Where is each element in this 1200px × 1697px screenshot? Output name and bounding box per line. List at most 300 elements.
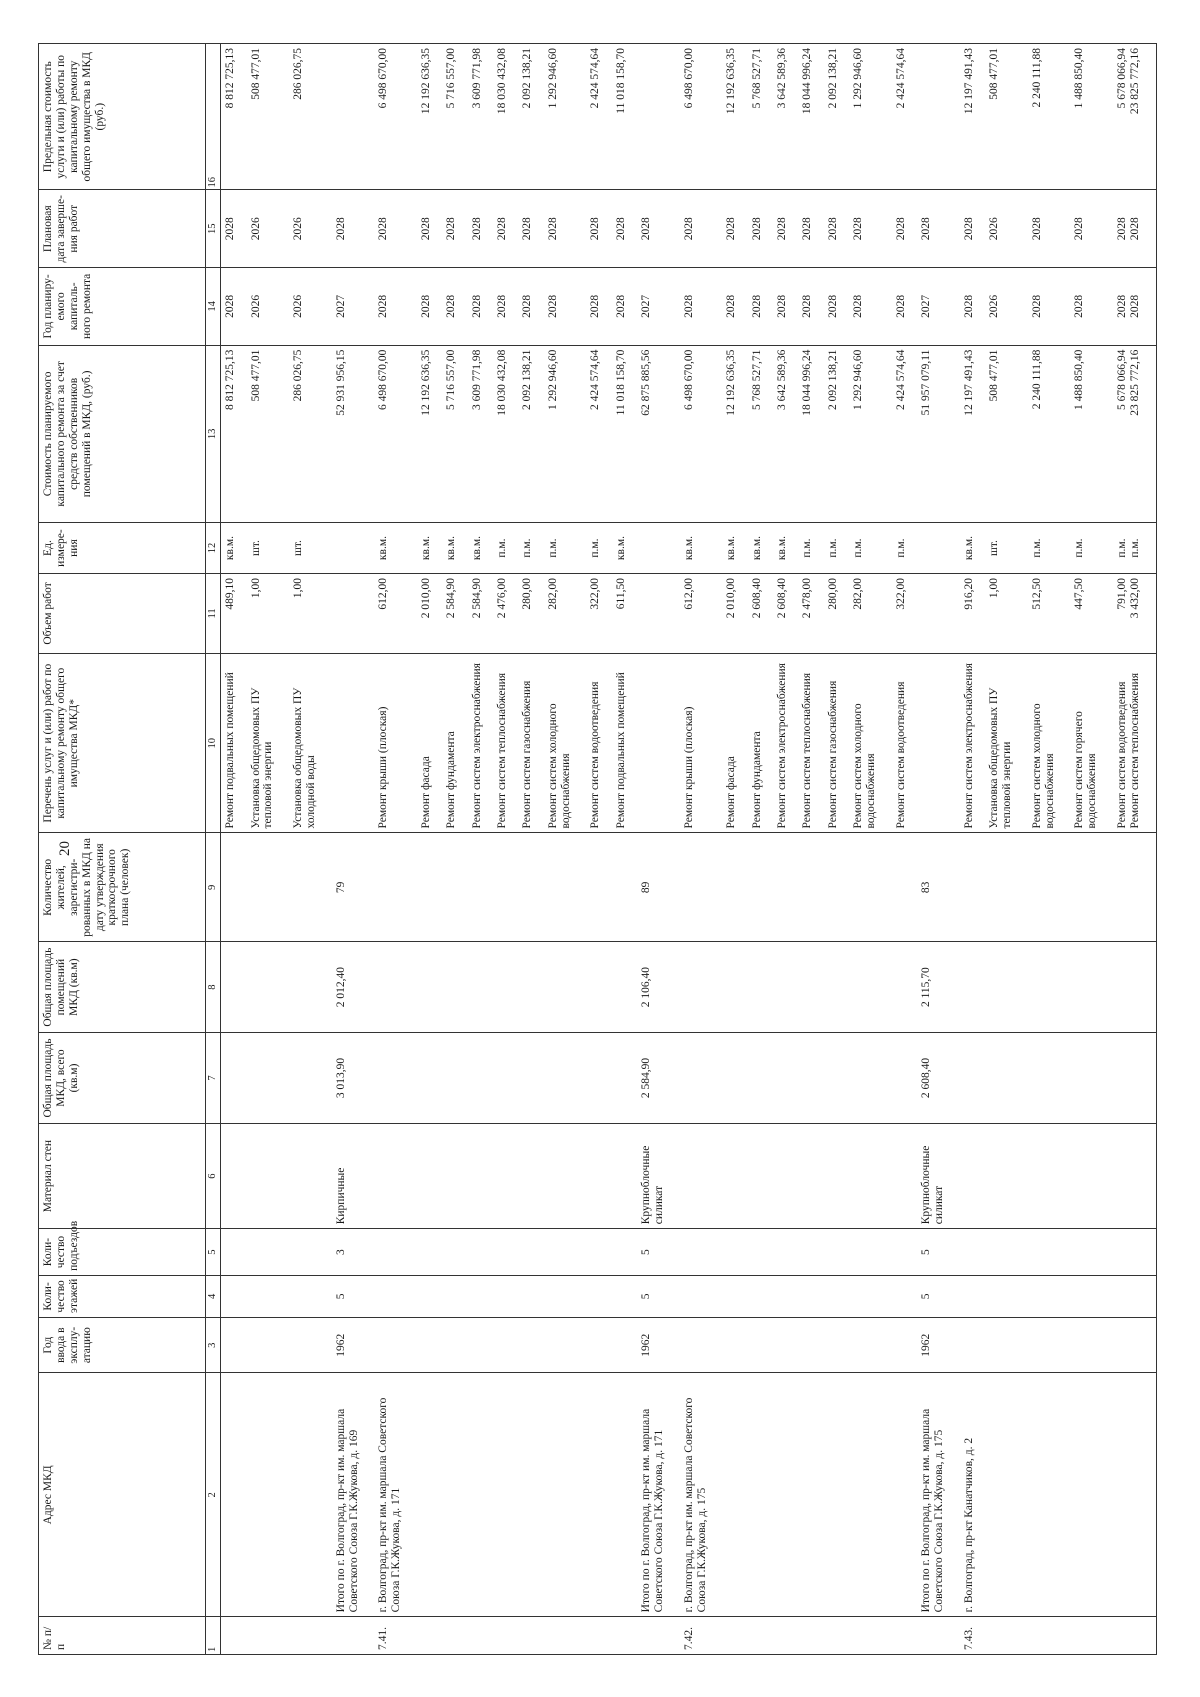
wall-material <box>824 1123 849 1228</box>
completion-date <box>493 190 518 268</box>
column-number: 9 <box>206 833 221 942</box>
entrances <box>985 1229 1028 1276</box>
residents <box>680 833 723 942</box>
planned-cost-value: 2 092 138,21 <box>826 349 839 411</box>
max-cost <box>849 44 892 190</box>
floors <box>442 1275 467 1317</box>
entrances-value: 5 <box>920 1249 933 1255</box>
planned-cost <box>1113 345 1156 522</box>
work-type <box>586 653 611 833</box>
repair-year <box>493 268 518 346</box>
completion-date-value: 2028 2028 <box>1116 217 1141 241</box>
table-row <box>442 44 467 1655</box>
unit-value: п.м. <box>521 538 534 558</box>
residents <box>374 833 417 942</box>
unit <box>849 523 892 574</box>
residents <box>917 833 960 942</box>
completion-date-value: 2028 <box>801 217 814 241</box>
planned-cost-value: 2 424 574,64 <box>894 349 907 411</box>
completion-date-value: 2028 <box>920 217 933 241</box>
header-cell: № п/п <box>39 1617 206 1655</box>
work-type-value: Ремонт систем водоотведения Ремонт систем теплоснабжения <box>1116 672 1141 829</box>
residents <box>442 833 467 942</box>
premises-area <box>612 942 637 1033</box>
header-cell: Общая площадь МКД, всего (кв.м) <box>39 1033 206 1124</box>
floors <box>221 1275 247 1317</box>
planned-cost <box>960 345 985 522</box>
unit-value: п.м. <box>852 538 865 558</box>
work-volume-value: 2 584,90 <box>445 578 458 619</box>
unit <box>289 523 332 574</box>
table-row <box>374 44 417 1655</box>
floors <box>612 1275 637 1317</box>
column-number: 5 <box>206 1229 221 1276</box>
table-row <box>289 44 332 1655</box>
planned-cost <box>221 345 247 522</box>
unit-value: п.м. <box>546 538 559 558</box>
completion-date-value: 2028 <box>1073 217 1086 241</box>
work-volume <box>442 574 467 654</box>
completion-date <box>468 190 493 268</box>
unit <box>493 523 518 574</box>
unit <box>917 523 960 574</box>
max-cost <box>518 44 543 190</box>
table-row <box>417 44 442 1655</box>
work-type-value: Ремонт крыши (плоская) <box>377 706 390 829</box>
work-volume-value: 2 608,40 <box>750 578 763 619</box>
address <box>332 1373 375 1617</box>
repair-year-value: 2027 <box>640 294 653 318</box>
total-area <box>221 1033 247 1124</box>
residents <box>773 833 798 942</box>
work-volume-value: 612,00 <box>377 578 390 610</box>
repair-year-value: 2028 <box>614 294 627 318</box>
row-number <box>247 1617 290 1655</box>
entrances <box>518 1229 543 1276</box>
table-row <box>586 44 611 1655</box>
premises-area <box>722 942 747 1033</box>
work-type-value: Установка общедомовых ПУ тепловой энергии <box>988 687 1013 829</box>
work-volume <box>468 574 493 654</box>
address <box>544 1373 587 1617</box>
work-type-value: Ремонт подвальных помещений <box>224 672 236 829</box>
row-number <box>917 1617 960 1655</box>
total-area <box>374 1033 417 1124</box>
unit <box>960 523 985 574</box>
address <box>637 1373 680 1617</box>
work-type-value: Ремонт систем холодного водоснабжения <box>1030 703 1056 829</box>
unit-value: кв.м. <box>750 536 763 561</box>
total-area <box>748 1033 773 1124</box>
work-type-value: Ремонт систем электроснабжения <box>776 663 789 829</box>
commission-year <box>221 1317 247 1372</box>
completion-date <box>849 190 892 268</box>
address <box>1028 1373 1071 1617</box>
floors <box>289 1275 332 1317</box>
repair-year <box>1070 268 1113 346</box>
repair-year <box>442 268 467 346</box>
max-cost <box>586 44 611 190</box>
planned-cost-value: 508 477,01 <box>249 349 262 402</box>
floors <box>748 1275 773 1317</box>
header-cell: Адрес МКД <box>39 1373 206 1617</box>
completion-date <box>442 190 467 268</box>
completion-date-value: 2028 <box>589 217 602 241</box>
wall-material <box>748 1123 773 1228</box>
unit-value: кв.м. <box>725 536 738 561</box>
work-type-value: Ремонт систем электроснабжения <box>470 663 483 829</box>
floors <box>586 1275 611 1317</box>
completion-date-value: 2028 <box>725 217 738 241</box>
completion-date-value: 2028 <box>470 217 483 241</box>
entrances <box>1070 1229 1113 1276</box>
completion-date-value: 2028 <box>826 217 839 241</box>
work-volume-value: 282,00 <box>852 578 865 610</box>
total-area-value: 2 608,40 <box>920 1057 933 1099</box>
planned-cost <box>289 345 332 522</box>
planned-cost <box>468 345 493 522</box>
repair-year <box>417 268 442 346</box>
table-row <box>680 44 723 1655</box>
planned-cost-value: 3 642 589,36 <box>776 349 789 411</box>
row-number <box>289 1617 332 1655</box>
wall-material <box>773 1123 798 1228</box>
unit-value: кв.м. <box>224 536 236 561</box>
completion-date <box>586 190 611 268</box>
commission-year <box>773 1317 798 1372</box>
residents <box>892 833 917 942</box>
column-number: 7 <box>206 1033 221 1124</box>
work-type-value: Ремонт систем газоснабжения <box>826 680 839 829</box>
repair-year-value: 2026 <box>249 294 262 318</box>
row-number <box>985 1617 1028 1655</box>
completion-date-value: 2028 <box>640 217 653 241</box>
commission-year <box>960 1317 985 1372</box>
wall-material <box>680 1123 723 1228</box>
commission-year <box>1070 1317 1113 1372</box>
floors-value: 5 <box>334 1293 347 1300</box>
unit-value: кв.м. <box>420 536 433 561</box>
max-cost-value: 508 477,01 <box>249 48 262 100</box>
commission-year <box>1113 1317 1156 1372</box>
max-cost <box>544 44 587 190</box>
table-row <box>332 44 375 1655</box>
floors <box>468 1275 493 1317</box>
max-cost <box>773 44 798 190</box>
header-cell: Ед. измере-ния <box>39 523 206 574</box>
max-cost-value: 18 030 432,08 <box>496 48 509 115</box>
entrances <box>332 1229 375 1276</box>
wall-material <box>544 1123 587 1228</box>
planned-cost <box>892 345 917 522</box>
planned-cost-value: 5 716 557,00 <box>445 349 458 411</box>
total-area <box>985 1033 1028 1124</box>
premises-area-value: 2 106,40 <box>640 966 653 1008</box>
max-cost-value: 6 498 670,00 <box>682 48 695 109</box>
row-number <box>374 1617 417 1655</box>
max-cost-value: 6 498 670,00 <box>377 48 390 109</box>
column-number: 10 <box>206 653 221 833</box>
floors <box>798 1275 823 1317</box>
header-row <box>39 44 206 1655</box>
repair-year <box>960 268 985 346</box>
unit-value: шт. <box>988 540 1001 556</box>
planned-cost <box>417 345 442 522</box>
wall-material <box>722 1123 747 1228</box>
max-cost-value: 5 678 066,94 23 825 772,16 <box>1116 48 1141 115</box>
repair-year-value: 2028 <box>801 294 814 318</box>
premises-area <box>985 942 1028 1033</box>
max-cost <box>332 44 375 190</box>
total-area <box>637 1033 680 1124</box>
completion-date-value: 2028 <box>682 217 695 241</box>
unit-value: п.м. п.м. <box>1116 538 1141 558</box>
wall-material <box>417 1123 442 1228</box>
work-volume-value: 2 584,90 <box>470 578 483 619</box>
commission-year <box>612 1317 637 1372</box>
repair-year <box>748 268 773 346</box>
address <box>773 1373 798 1617</box>
repair-year <box>544 268 587 346</box>
work-type <box>518 653 543 833</box>
planned-cost <box>493 345 518 522</box>
work-type-value: Ремонт крыши (плоская) <box>682 706 695 829</box>
max-cost <box>680 44 723 190</box>
work-volume <box>680 574 723 654</box>
work-volume <box>544 574 587 654</box>
work-volume <box>722 574 747 654</box>
wall-material <box>332 1123 375 1228</box>
table-row <box>722 44 747 1655</box>
completion-date <box>773 190 798 268</box>
table-row <box>798 44 823 1655</box>
floors <box>892 1275 917 1317</box>
entrances <box>493 1229 518 1276</box>
repair-year <box>892 268 917 346</box>
row-number <box>798 1617 823 1655</box>
repair-year <box>722 268 747 346</box>
unit-value: п.м. <box>826 538 839 558</box>
max-cost-value: 508 477,01 <box>988 48 1001 100</box>
address-value: г. Волгоград, пр-кт им. маршала Советского Союза Г.К.Жукова, д. 171 <box>377 1397 403 1613</box>
work-type-value: Ремонт систем холодного водоснабжения <box>852 703 877 829</box>
wall-material-value: Крупноблочные силикат <box>640 1145 665 1225</box>
address <box>586 1373 611 1617</box>
planned-cost <box>518 345 543 522</box>
repair-year-value: 2028 <box>589 294 602 318</box>
work-type-value: Ремонт систем газоснабжения <box>521 680 534 829</box>
entrances <box>1113 1229 1156 1276</box>
residents <box>798 833 823 942</box>
unit-value: кв.м. <box>445 536 458 561</box>
unit <box>798 523 823 574</box>
floors-value: 5 <box>920 1293 933 1300</box>
address-value: г. Волгоград, пр-кт Канатчиков, д. 2 <box>962 1437 975 1613</box>
work-type <box>374 653 417 833</box>
unit-value: шт. <box>292 540 305 556</box>
residents-value: 83 <box>920 881 933 894</box>
repair-year-value: 2028 <box>1073 294 1086 318</box>
completion-date <box>637 190 680 268</box>
repair-year <box>637 268 680 346</box>
work-type <box>680 653 723 833</box>
header-cell: Стоимость планируемого капитального ремонта за счет средств собственников помещений в МКД, (руб.) <box>39 345 206 522</box>
table-row <box>1113 44 1156 1655</box>
repair-year <box>798 268 823 346</box>
work-volume <box>1113 574 1156 654</box>
unit-value: п.м. <box>1030 538 1043 558</box>
total-area <box>1028 1033 1071 1124</box>
work-volume-value: 512,50 <box>1030 578 1043 610</box>
max-cost-value: 12 197 491,43 <box>962 48 975 115</box>
total-area <box>1070 1033 1113 1124</box>
completion-date-value: 2028 <box>546 217 559 241</box>
address <box>985 1373 1028 1617</box>
residents <box>417 833 442 942</box>
completion-date <box>917 190 960 268</box>
work-volume <box>917 574 960 654</box>
planned-cost-value: 1 292 946,60 <box>546 349 559 411</box>
work-volume-value: 2 478,00 <box>801 578 814 619</box>
premises-area <box>1113 942 1156 1033</box>
completion-date <box>544 190 587 268</box>
unit <box>221 523 247 574</box>
wall-material <box>1113 1123 1156 1228</box>
completion-date <box>680 190 723 268</box>
wall-material <box>442 1123 467 1228</box>
row-number-value: 7.42. <box>682 1627 695 1650</box>
residents <box>221 833 247 942</box>
entrances <box>892 1229 917 1276</box>
header-cell: Материал стен <box>39 1123 206 1228</box>
work-type <box>917 653 960 833</box>
column-number: 6 <box>206 1123 221 1228</box>
table-row <box>637 44 680 1655</box>
repair-year-value: 2028 <box>682 294 695 318</box>
max-cost <box>1070 44 1113 190</box>
planned-cost-value: 3 609 771,98 <box>470 349 483 411</box>
wall-material <box>917 1123 960 1228</box>
address <box>824 1373 849 1617</box>
unit-value: кв.м. <box>776 536 789 561</box>
floors <box>544 1275 587 1317</box>
entrances <box>247 1229 290 1276</box>
completion-date <box>892 190 917 268</box>
commission-year <box>1028 1317 1071 1372</box>
header-cell: Предельная стоимость услуги и (или) работы по капитальному ремонту общего имущества в МКД (руб.) <box>39 44 206 190</box>
table-row <box>612 44 637 1655</box>
unit-value: п.м. <box>496 538 509 558</box>
completion-date-value: 2028 <box>962 217 975 241</box>
column-number: 8 <box>206 942 221 1033</box>
residents <box>586 833 611 942</box>
address <box>960 1373 985 1617</box>
work-volume <box>332 574 375 654</box>
repair-year-value: 2028 <box>445 294 458 318</box>
floors <box>985 1275 1028 1317</box>
floors <box>518 1275 543 1317</box>
work-type-value: Ремонт фасада <box>725 756 738 829</box>
unit <box>544 523 587 574</box>
unit <box>374 523 417 574</box>
premises-area <box>247 942 290 1033</box>
unit <box>612 523 637 574</box>
floors-value: 5 <box>640 1293 653 1300</box>
residents <box>849 833 892 942</box>
commission-year <box>442 1317 467 1372</box>
completion-date <box>798 190 823 268</box>
work-type <box>493 653 518 833</box>
planned-cost <box>544 345 587 522</box>
planned-cost-value: 1 488 850,40 <box>1073 349 1086 411</box>
entrances-value: 5 <box>640 1249 653 1255</box>
premises-area <box>289 942 332 1033</box>
table-row <box>1028 44 1071 1655</box>
work-volume-value: 282,00 <box>546 578 559 610</box>
wall-material <box>468 1123 493 1228</box>
entrances <box>773 1229 798 1276</box>
planned-cost-value: 1 292 946,60 <box>852 349 865 411</box>
floors <box>493 1275 518 1317</box>
column-number: 13 <box>206 345 221 522</box>
entrances <box>417 1229 442 1276</box>
planned-cost-value: 5 678 066,94 23 825 772,16 <box>1116 349 1141 416</box>
work-volume-value: 1,00 <box>249 578 262 599</box>
wall-material <box>985 1123 1028 1228</box>
repair-year <box>247 268 290 346</box>
table-row <box>544 44 587 1655</box>
row-number-value: 7.43. <box>962 1627 975 1650</box>
wall-material <box>247 1123 290 1228</box>
repair-year <box>612 268 637 346</box>
unit <box>748 523 773 574</box>
max-cost-value: 1 488 850,40 <box>1073 48 1086 109</box>
address <box>417 1373 442 1617</box>
completion-date <box>748 190 773 268</box>
entrances <box>221 1229 247 1276</box>
row-number <box>1028 1617 1071 1655</box>
commission-year <box>985 1317 1028 1372</box>
max-cost <box>374 44 417 190</box>
address <box>748 1373 773 1617</box>
premises-area <box>544 942 587 1033</box>
total-area <box>468 1033 493 1124</box>
planned-cost <box>824 345 849 522</box>
completion-date-value: 2028 <box>420 217 433 241</box>
table-row <box>960 44 985 1655</box>
work-type <box>1028 653 1071 833</box>
address-value: Итого по г. Волгоград, пр-кт им. маршала Советского Союза Г.К.Жукова, д. 169 <box>334 1408 360 1613</box>
work-volume <box>289 574 332 654</box>
entrances <box>798 1229 823 1276</box>
premises-area <box>798 942 823 1033</box>
residents-value: 79 <box>334 881 347 894</box>
column-number: 2 <box>206 1373 221 1617</box>
planned-cost <box>586 345 611 522</box>
address <box>442 1373 467 1617</box>
work-volume-value: 2 476,00 <box>496 578 509 619</box>
planned-cost-value: 286 026,75 <box>292 349 305 402</box>
repair-year <box>1113 268 1156 346</box>
completion-date <box>289 190 332 268</box>
premises-area <box>1070 942 1113 1033</box>
wall-material <box>637 1123 680 1228</box>
header-cell: Плановая дата заверше-ния работ <box>39 190 206 268</box>
work-type-value: Ремонт систем холодного водоснабжения <box>546 703 572 829</box>
completion-date <box>518 190 543 268</box>
max-cost-value: 2 092 138,21 <box>521 48 534 109</box>
table-row <box>221 44 247 1655</box>
